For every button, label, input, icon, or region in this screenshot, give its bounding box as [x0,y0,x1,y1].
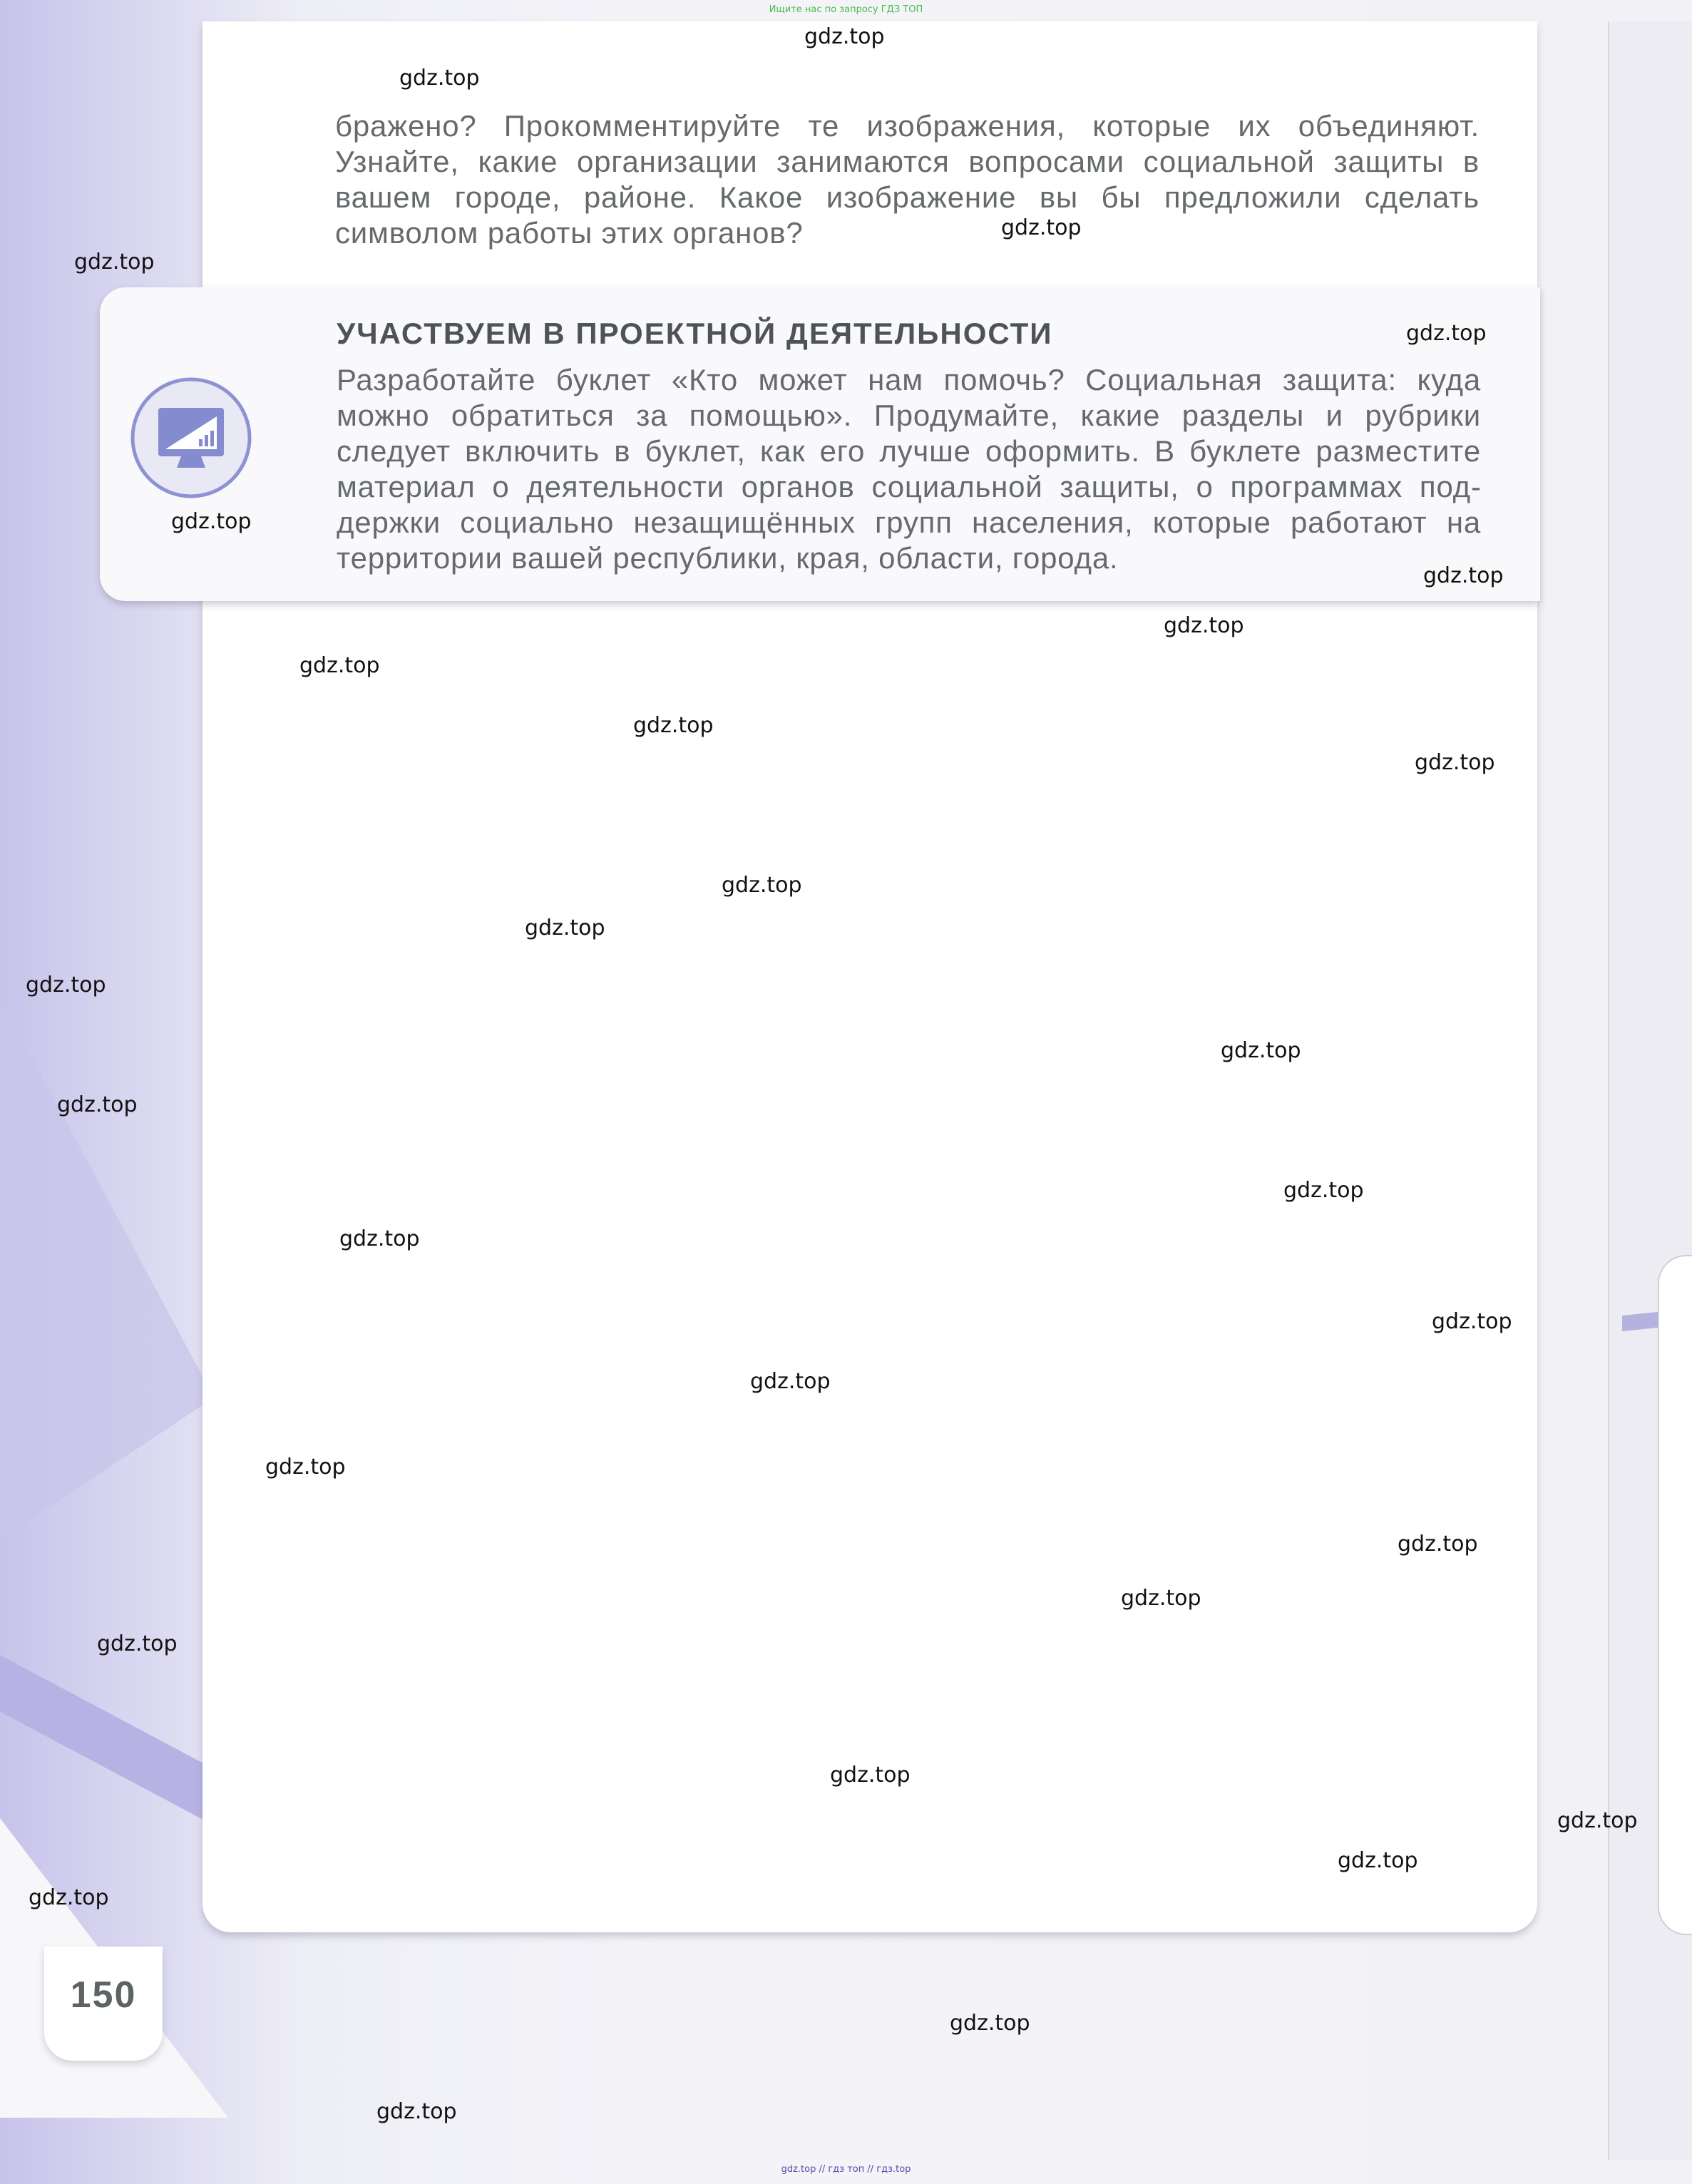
watermark: gdz.top [265,1455,346,1480]
watermark: gdz.top [525,916,605,940]
page-number: 150 [70,1974,137,2016]
watermark: gdz.top [750,1369,831,1394]
watermark: gdz.top [1415,750,1495,775]
decorative-lilac-triangle [0,998,214,1540]
watermark: gdz.top [1406,321,1487,346]
watermark: gdz.top [950,2011,1030,2036]
watermark: gdz.top [1001,215,1082,240]
adjacent-page-panel [1658,1255,1692,1935]
watermark: gdz.top [1398,1532,1478,1557]
watermark: gdz.top [171,509,252,534]
bottom-banner[interactable]: gdz.top // гдз топ // гдз.top [781,2164,911,2175]
watermark: gdz.top [399,66,480,91]
watermark: gdz.top [722,873,802,898]
watermark: gdz.top [376,2099,457,2124]
project-task-text: Разработайте буклет «Кто может нам помочь? Социальная защита: куда можно обратиться за помощью». Продумайте, какие разделы и рубрики следует включить в буклет, как его лучше оформить. В буклете разместите материал о деятельности органов социальной защиты, о программах поддержки социально незащищённых групп населения, которые работают на территории вашей республики, края, области, города. [337,363,1481,575]
watermark: gdz.top [1423,563,1504,588]
watermark: gdz.top [29,1885,109,1910]
watermark: gdz.top [299,653,380,678]
monitor-icon [130,376,252,499]
top-banner[interactable]: Ищите нас по запросу ГДЗ ТОП [769,4,923,15]
watermark: gdz.top [804,24,885,49]
intro-paragraph: бражено? Прокомментируйте те изображения, которые их объединяют. Узнайте, какие организации занимаются вопросами социальной защиты в вашем городе, районе. Какое изображение вы бы предложили сделать символом работы этих органов? [335,109,1480,250]
watermark: gdz.top [1432,1309,1512,1334]
watermark: gdz.top [57,1092,138,1117]
watermark: gdz.top [97,1631,178,1656]
watermark: gdz.top [1121,1586,1201,1611]
watermark: gdz.top [633,713,714,738]
watermark: gdz.top [1557,1808,1638,1833]
watermark: gdz.top [1338,1848,1418,1873]
watermark: gdz.top [1164,613,1244,638]
watermark: gdz.top [339,1226,420,1251]
watermark: gdz.top [74,250,155,275]
watermark: gdz.top [1283,1178,1364,1203]
project-heading: УЧАСТВУЕМ В ПРОЕКТНОЙ ДЕЯТЕЛЬНОСТИ [337,317,1053,350]
watermark: gdz.top [830,1763,911,1788]
watermark: gdz.top [26,973,106,998]
watermark: gdz.top [1221,1038,1301,1063]
